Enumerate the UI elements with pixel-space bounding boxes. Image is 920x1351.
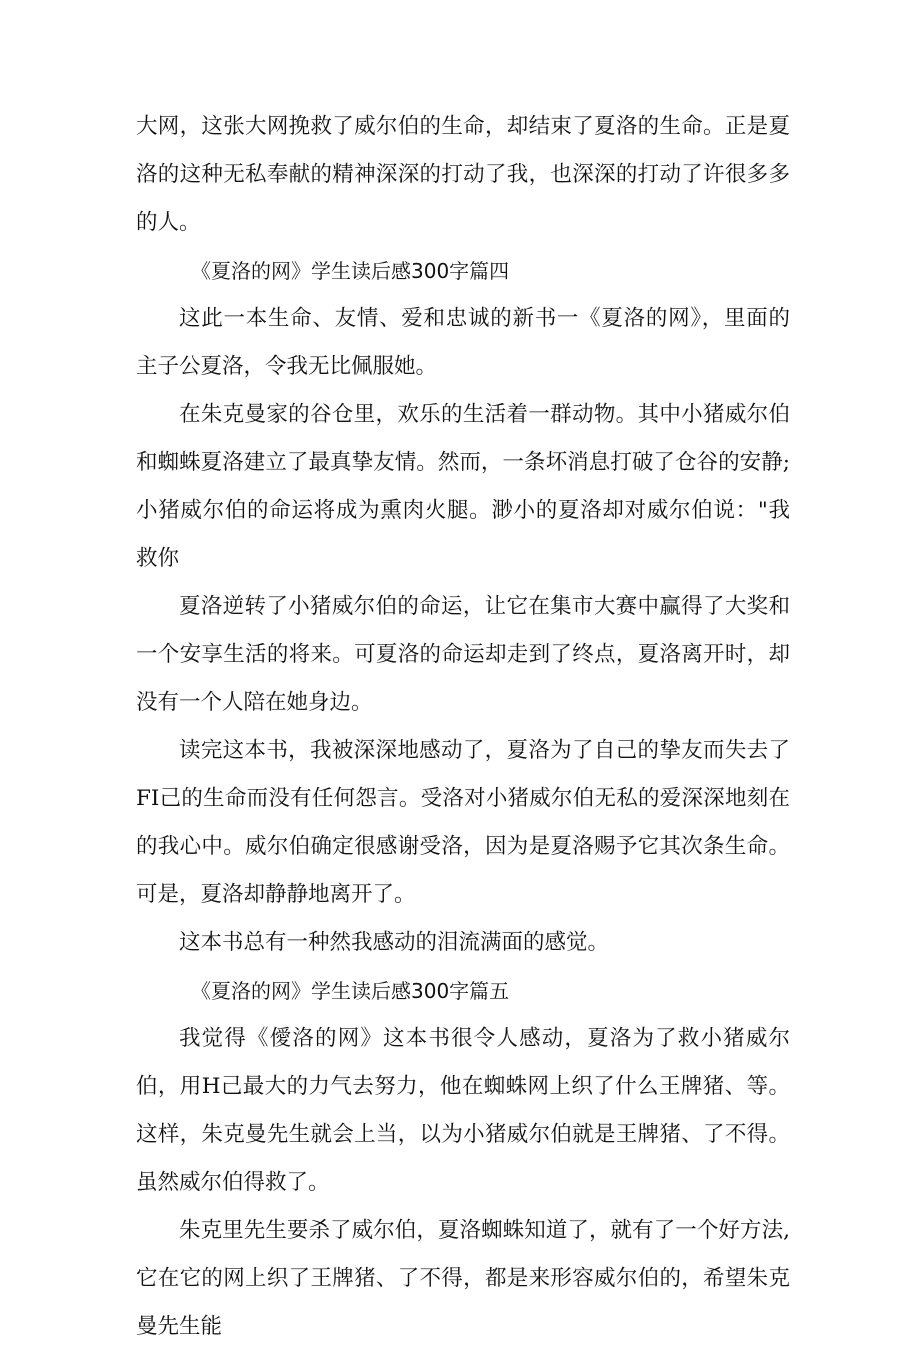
section-heading-5: 《夏洛的网》学生读后感300字篇五: [191, 979, 510, 1003]
paragraph: 在朱克曼家的谷仓里，欢乐的生活着一群动物。其中小猪威尔伯和蜘蛛夏洛建立了最真挚友情。然而，一条坏消息打破了仓谷的安静;小猪威尔伯的命运将成为熏肉火腿。渺小的夏洛却对威尔伯说："我救你: [136, 402, 790, 571]
paragraph: 这本书总有一种然我感动的泪流满面的感觉。: [179, 930, 610, 955]
paragraph-continuation: 大网，这张大网挽救了威尔伯的生命，却结束了夏洛的生命。正是夏洛的这种无私奉献的精神深深的打动了我，也深深的打动了许很多多的人。: [136, 114, 790, 235]
paragraph: 夏洛逆转了小猪威尔伯的命运，让它在集市大赛中赢得了大奖和一个安享生活的将来。可夏洛的命运却走到了终点，夏洛离开时，却没有一个人陪在她身边。: [136, 594, 790, 715]
paragraph: 读完这本书，我被深深地感动了，夏洛为了自己的挚友而失去了FI己的生命而没有任何怨言。受洛对小猪威尔伯无私的爱深深地刻在的我心中。威尔伯确定很感谢受洛，因为是夏洛赐予它其次条生命。可是，夏洛却静静地离开了。: [136, 738, 790, 907]
paragraph: 这此一本生命、友情、爱和忠诚的新书一《夏洛的网》，里面的主子公夏洛，令我无比佩服她。: [136, 306, 790, 379]
paragraph: 我觉得《僾洛的网》这本书很令人感动，夏洛为了救小猪威尔伯，用H己最大的力气去努力，他在蜘蛛网上织了什么王牌猪、等。这样，朱克曼先生就会上当，以为小猪威尔伯就是王牌猪、了不得。虽然威尔伯得救了。: [136, 1026, 790, 1195]
paragraph: 朱克里先生要杀了威尔伯，夏洛蜘蛛知道了，就有了一个好方法,它在它的网上织了王牌猪、了不得，都是来形容威尔伯的，希望朱克曼先生能: [136, 1218, 790, 1339]
section-heading-4: 《夏洛的网》学生读后感300字篇四: [191, 259, 510, 283]
document-body: [136, 103, 790, 1351]
